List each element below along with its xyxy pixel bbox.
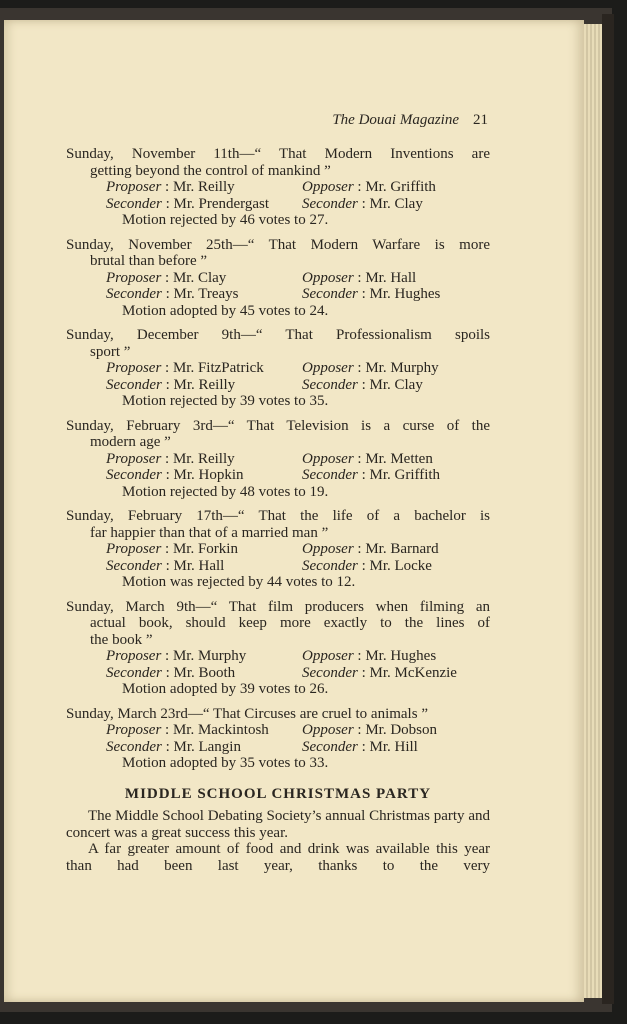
proposer: Proposer : Mr. FitzPatrick [106, 360, 264, 376]
debate-result: Motion adopted by 45 votes to 24. [122, 302, 329, 319]
debate-motion-continuation: brutal than before ” [90, 253, 208, 269]
seconder-proposer: Seconder : Mr. Booth [106, 664, 236, 681]
debate-result: Motion adopted by 35 votes to 33. [122, 755, 329, 771]
proposer: Proposer : Mr. Reilly [106, 450, 235, 467]
debate-speakers [66, 648, 490, 681]
debate-speakers [66, 360, 490, 393]
opposer: Opposer : Mr. Hall [302, 269, 417, 286]
debate-result: Motion rejected by 48 votes to 19. [122, 483, 329, 500]
seconder-opposer: Seconder : Mr. Griffith [302, 467, 441, 483]
debate-result: Motion rejected by 39 votes to 35. [122, 393, 329, 409]
debate-speakers [66, 451, 490, 484]
debate-motion-continuation: actual book, should keep more exactly to the lines of [90, 615, 490, 631]
opposer: Opposer : Mr. Murphy [302, 360, 439, 376]
opposer: Opposer : Mr. Hughes [302, 648, 437, 664]
debate-speakers [66, 722, 490, 755]
proposer: Proposer : Mr. Mackintosh [106, 722, 269, 738]
debate-entry [66, 706, 490, 772]
opposer: Opposer : Mr. Metten [302, 450, 433, 467]
seconder-opposer: Seconder : Mr. Clay [302, 195, 423, 212]
debate-result: Motion rejected by 46 votes to 27. [122, 212, 329, 228]
paragraph: A far greater amount of food and drink was available this year than had been last year, thanks to the very [66, 841, 490, 874]
opposer: Opposer : Mr. Barnard [302, 541, 439, 557]
debate-entry [66, 237, 490, 320]
seconder-proposer: Seconder : Mr. Hall [106, 557, 225, 574]
debate-speakers [66, 179, 490, 212]
paragraph: The Middle School Debating Society’s annual Christmas party and concert was a great success this year. [66, 808, 490, 841]
opposer: Opposer : Mr. Dobson [302, 722, 438, 738]
debate-motion-line: Sunday, November 25th—“ That Modern Warfare is more [66, 236, 490, 253]
proposer: Proposer : Mr. Clay [106, 269, 227, 286]
page-number: 21 [473, 112, 488, 128]
book-cover-right [602, 14, 614, 1004]
running-header [0, 112, 488, 129]
opposer: Opposer : Mr. Griffith [302, 179, 436, 195]
debate-motion-line: Sunday, December 9th—“ That Professionalism spoils [66, 327, 490, 343]
proposer: Proposer : Mr. Murphy [106, 648, 247, 664]
debate-speakers [66, 541, 490, 574]
page-content [66, 146, 490, 874]
debate-speakers [66, 270, 490, 303]
debate-motion-line: Sunday, February 3rd—“ That Television is a curse of the [66, 417, 490, 434]
debate-motion-continuation: the book ” [90, 631, 153, 648]
page-stack-edge [584, 24, 602, 998]
proposer: Proposer : Mr. Reilly [106, 179, 235, 195]
seconder-opposer: Seconder : Mr. Locke [302, 557, 432, 574]
debate-result: Motion adopted by 39 votes to 26. [122, 681, 329, 697]
debate-result: Motion was rejected by 44 votes to 12. [122, 574, 356, 590]
debate-motion-continuation: sport ” [90, 343, 131, 360]
seconder-opposer: Seconder : Mr. Clay [302, 376, 423, 393]
seconder-proposer: Seconder : Mr. Treays [106, 286, 239, 302]
section-heading: MIDDLE SCHOOL CHRISTMAS PARTY [124, 785, 432, 802]
debate-motion-line: Sunday, February 17th—“ That the life of a bachelor is [66, 508, 490, 524]
seconder-proposer: Seconder : Mr. Langin [106, 738, 241, 755]
debate-entry [66, 599, 490, 698]
debate-entry [66, 146, 490, 229]
seconder-opposer: Seconder : Mr. Hughes [302, 286, 441, 302]
debate-motion-line: Sunday, November 11th—“ That Modern Inventions are [66, 146, 490, 162]
debate-motion-line: Sunday, March 23rd—“ That Circuses are cruel to animals ” [66, 705, 428, 722]
debate-motion-continuation: modern age ” [90, 434, 171, 450]
seconder-proposer: Seconder : Mr. Hopkin [106, 467, 244, 483]
debate-entry [66, 327, 490, 410]
proposer: Proposer : Mr. Forkin [106, 541, 238, 557]
debate-entry [66, 418, 490, 501]
magazine-title: The Douai Magazine [332, 112, 459, 128]
seconder-opposer: Seconder : Mr. Hill [302, 738, 418, 755]
seconder-proposer: Seconder : Mr. Reilly [106, 376, 236, 393]
debate-motion-continuation: getting beyond the control of mankind ” [90, 162, 331, 179]
debate-motion-continuation: far happier than that of a married man ” [90, 524, 329, 541]
seconder-proposer: Seconder : Mr. Prendergast [106, 195, 270, 212]
seconder-opposer: Seconder : Mr. McKenzie [302, 664, 457, 681]
debate-motion-line: Sunday, March 9th—“ That film producers when filming an [66, 598, 490, 615]
debate-entry [66, 508, 490, 591]
